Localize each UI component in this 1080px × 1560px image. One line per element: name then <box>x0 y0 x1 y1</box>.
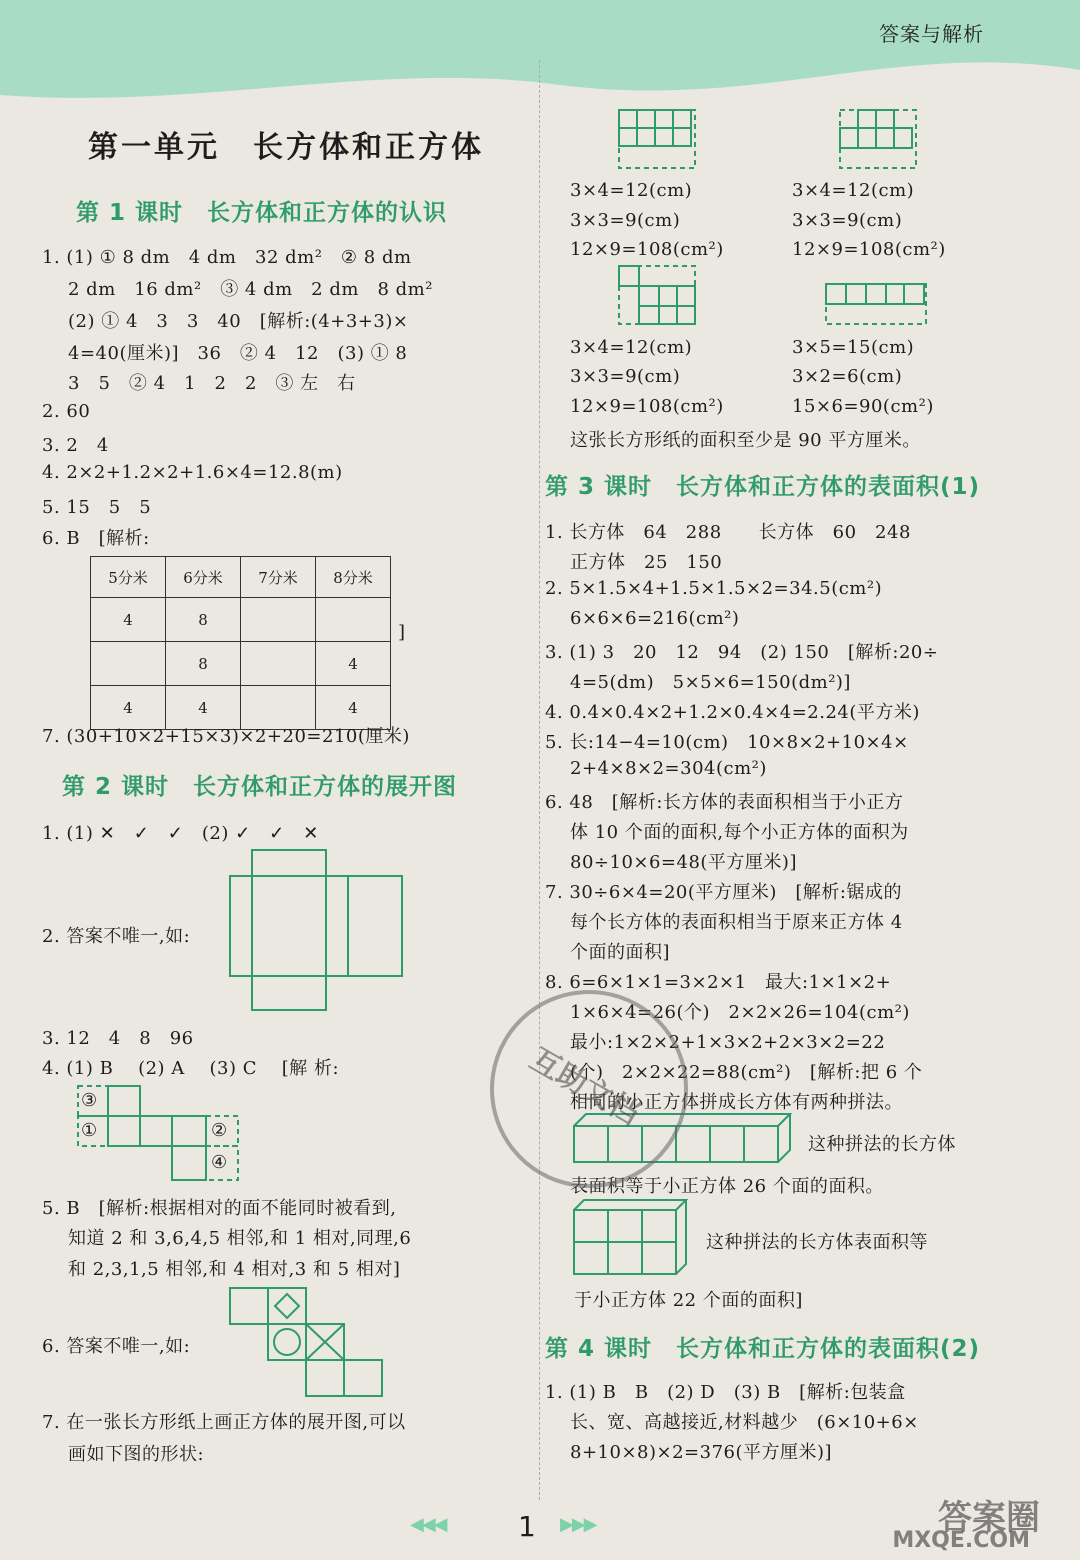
answer-b5c: 和 2,3,1,5 相邻,和 4 相对,3 和 5 相对] <box>68 1259 401 1280</box>
table-header-cell: 5分米 <box>91 557 166 598</box>
answer-c5a: 5. 长:14−4=10(cm) 10×8×2+10×4× <box>545 732 909 753</box>
answer-c8g: 表面积等于小正方体 26 个面的面积。 <box>570 1176 884 1197</box>
answer-d1a: 1. (1) B B (2) D (3) B [解析:包装盒 <box>545 1382 906 1403</box>
answer-1b: 2 dm 16 dm² ③ 4 dm 2 dm 8 dm² <box>68 279 433 300</box>
answer-c6a: 6. 48 [解析:长方体的表面积相当于小正方 <box>545 792 904 813</box>
answer-c8d: (个) 2×2×22=88(cm²) [解析:把 6 个 <box>570 1062 923 1083</box>
answer-b5b: 知道 2 和 3,6,4,5 相邻,和 1 相对,同理,6 <box>68 1228 412 1249</box>
table-cell: 4 <box>91 686 166 730</box>
page-footer <box>410 1510 670 1546</box>
answer-2: 2. 60 <box>42 401 91 422</box>
watermark-url: MXQE.COM <box>892 1528 1030 1553</box>
table-cell <box>91 642 166 686</box>
answer-b1: 1. (1) ✕ ✓ ✓ (2) ✓ ✓ ✕ <box>42 823 319 844</box>
table-cell: 4 <box>91 598 166 642</box>
answer-d1b: 长、宽、高越接近,材料越少 (6×10+6× <box>570 1412 919 1433</box>
net-figure-2 <box>228 848 408 1018</box>
table-cell: 4 <box>316 686 391 730</box>
table-cell: 8 <box>166 598 241 642</box>
table-row <box>91 642 391 686</box>
calc-r1c: 12×9=108(cm²) <box>570 239 724 260</box>
layout-figure-2 <box>838 108 918 170</box>
conclusion: 这张长方形纸的面积至少是 90 平方厘米。 <box>570 430 921 451</box>
answer-b3: 3. 12 4 8 96 <box>42 1028 194 1049</box>
cube-net-figure-4 <box>76 1084 256 1194</box>
answer-b6: 6. 答案不唯一,如: <box>42 1336 191 1357</box>
answer-7: 7. (30+10×2+15×3)×2+20=210(厘米) <box>42 726 410 747</box>
answer-c8a: 8. 6=6×1×1=3×2×1 最大:1×1×2+ <box>545 972 892 993</box>
next-page-arrows-icon[interactable]: ▶▶▶ <box>560 1514 596 1535</box>
net-figure-6 <box>228 1286 388 1401</box>
answer-1a: 1. (1) ① 8 dm 4 dm 32 dm² ② 8 dm <box>42 247 412 268</box>
calc-r3b: 3×3=9(cm) <box>570 366 681 387</box>
cuboid-block-figure <box>572 1198 692 1278</box>
layout-figure-4 <box>824 282 928 326</box>
answer-1c: (2) ① 4 3 3 40 [解析:(4+3+3)× <box>68 311 409 332</box>
answer-c3a: 3. (1) 3 20 12 94 (2) 150 [解析:20÷ <box>545 642 939 663</box>
calc-r4a: 3×5=15(cm) <box>792 337 915 358</box>
table-header-cell: 6分米 <box>166 557 241 598</box>
table-cell <box>241 598 316 642</box>
table-header-cell: 7分米 <box>241 557 316 598</box>
answer-6: 6. B [解析: <box>42 528 150 549</box>
answer-c1b: 正方体 25 150 <box>570 552 723 573</box>
lesson-2-title: 第 2 课时 长方体和正方体的展开图 <box>62 774 458 800</box>
answer-b5a: 5. B [解析:根据相对的面不能同时被看到, <box>42 1198 397 1219</box>
calc-r4c: 15×6=90(cm²) <box>792 396 934 417</box>
calc-r2b: 3×3=9(cm) <box>792 210 903 231</box>
answer-c1a: 1. 长方体 64 288 长方体 60 248 <box>545 522 911 543</box>
answer-c7a: 7. 30÷6×4=20(平方厘米) [解析:锯成的 <box>545 882 902 903</box>
table-cell <box>241 642 316 686</box>
answer-c4: 4. 0.4×0.4×2+1.2×0.4×4=2.24(平方米) <box>545 702 920 723</box>
answer-c8i: 于小正方体 22 个面的面积] <box>574 1290 803 1311</box>
answer-c8f: 这种拼法的长方体 <box>808 1134 956 1155</box>
answer-b7b: 画如下图的形状: <box>68 1444 205 1465</box>
answer-c8e: 相同的小正方体拼成长方体有两种拼法。 <box>570 1092 903 1113</box>
lesson-3-title: 第 3 课时 长方体和正方体的表面积(1) <box>545 474 981 500</box>
table-header-cell: 8分米 <box>316 557 391 598</box>
answer-b7a: 7. 在一张长方形纸上画正方体的展开图,可以 <box>42 1412 406 1433</box>
answer-c3b: 4=5(dm) 5×5×6=150(dm²)] <box>570 672 851 693</box>
table-cell: 4 <box>166 686 241 730</box>
watermark-logo: 答案圈 <box>938 1498 1040 1538</box>
header-title: 答案与解析 <box>879 22 984 46</box>
answer-c6b: 体 10 个面的面积,每个小正方体的面积为 <box>570 822 909 843</box>
table-row <box>91 598 391 642</box>
table-cell: 4 <box>316 642 391 686</box>
lesson-4-title: 第 4 课时 长方体和正方体的表面积(2) <box>545 1336 981 1362</box>
answer-5: 5. 15 5 5 <box>42 497 152 518</box>
answer-c2a: 2. 5×1.5×4+1.5×1.5×2=34.5(cm²) <box>545 578 883 599</box>
answer-1d: 4=40(厘米)] 36 ② 4 12 (3) ① 8 <box>68 343 408 364</box>
answer-6-table <box>90 556 391 730</box>
calc-r3c: 12×9=108(cm²) <box>570 396 724 417</box>
calc-r4b: 3×2=6(cm) <box>792 366 903 387</box>
calc-r3a: 3×4=12(cm) <box>570 337 693 358</box>
prev-page-arrows-icon[interactable]: ◀◀◀ <box>410 1514 446 1535</box>
answer-c8b: 1×6×4=26(个) 2×2×26=104(cm²) <box>570 1002 910 1023</box>
stamp-text: 互助文档 <box>523 1041 646 1133</box>
answer-b2: 2. 答案不唯一,如: <box>42 926 191 947</box>
answer-b4: 4. (1) B (2) A (3) C [解 析: <box>42 1058 340 1079</box>
lesson-1-title: 第 1 课时 长方体和正方体的认识 <box>76 200 448 226</box>
answer-c8h: 这种拼法的长方体表面积等 <box>706 1232 928 1253</box>
answer-1e: 3 5 ② 4 1 2 2 ③ 左 右 <box>68 373 356 394</box>
table-header-row <box>91 557 391 598</box>
calc-r2c: 12×9=108(cm²) <box>792 239 946 260</box>
answer-c8c: 最小:1×2×2+1×3×2+2×3×2=22 <box>570 1032 886 1053</box>
cube-label-4: ④ <box>211 1152 228 1173</box>
answer-d1c: 8+10×8)×2=376(平方厘米)] <box>570 1442 833 1463</box>
answer-c7c: 个面的面积] <box>570 942 671 963</box>
answer-c5b: 2+4×8×2=304(cm²) <box>570 758 767 779</box>
answer-3: 3. 2 4 <box>42 435 109 456</box>
answer-6-bracket: ] <box>398 622 406 643</box>
table-cell <box>316 598 391 642</box>
calc-r1b: 3×3=9(cm) <box>570 210 681 231</box>
layout-figure-1 <box>617 108 697 170</box>
cube-label-3: ③ <box>81 1090 98 1111</box>
table-cell: 8 <box>166 642 241 686</box>
cube-label-1: ① <box>81 1120 98 1141</box>
unit-title: 第一单元 长方体和正方体 <box>88 130 484 165</box>
answer-c7b: 每个长方体的表面积相当于原来正方体 4 <box>570 912 903 933</box>
layout-figure-3 <box>617 264 697 326</box>
answer-c6c: 80÷10×6=48(平方厘米)] <box>570 852 797 873</box>
answer-c2b: 6×6×6=216(cm²) <box>570 608 740 629</box>
calc-r2a: 3×4=12(cm) <box>792 180 915 201</box>
cube-label-2: ② <box>211 1120 228 1141</box>
page-number: 1 <box>518 1510 536 1543</box>
column-divider <box>539 60 540 1500</box>
calc-r1a: 3×4=12(cm) <box>570 180 693 201</box>
answer-4: 4. 2×2+1.2×2+1.6×4=12.8(m) <box>42 462 343 483</box>
